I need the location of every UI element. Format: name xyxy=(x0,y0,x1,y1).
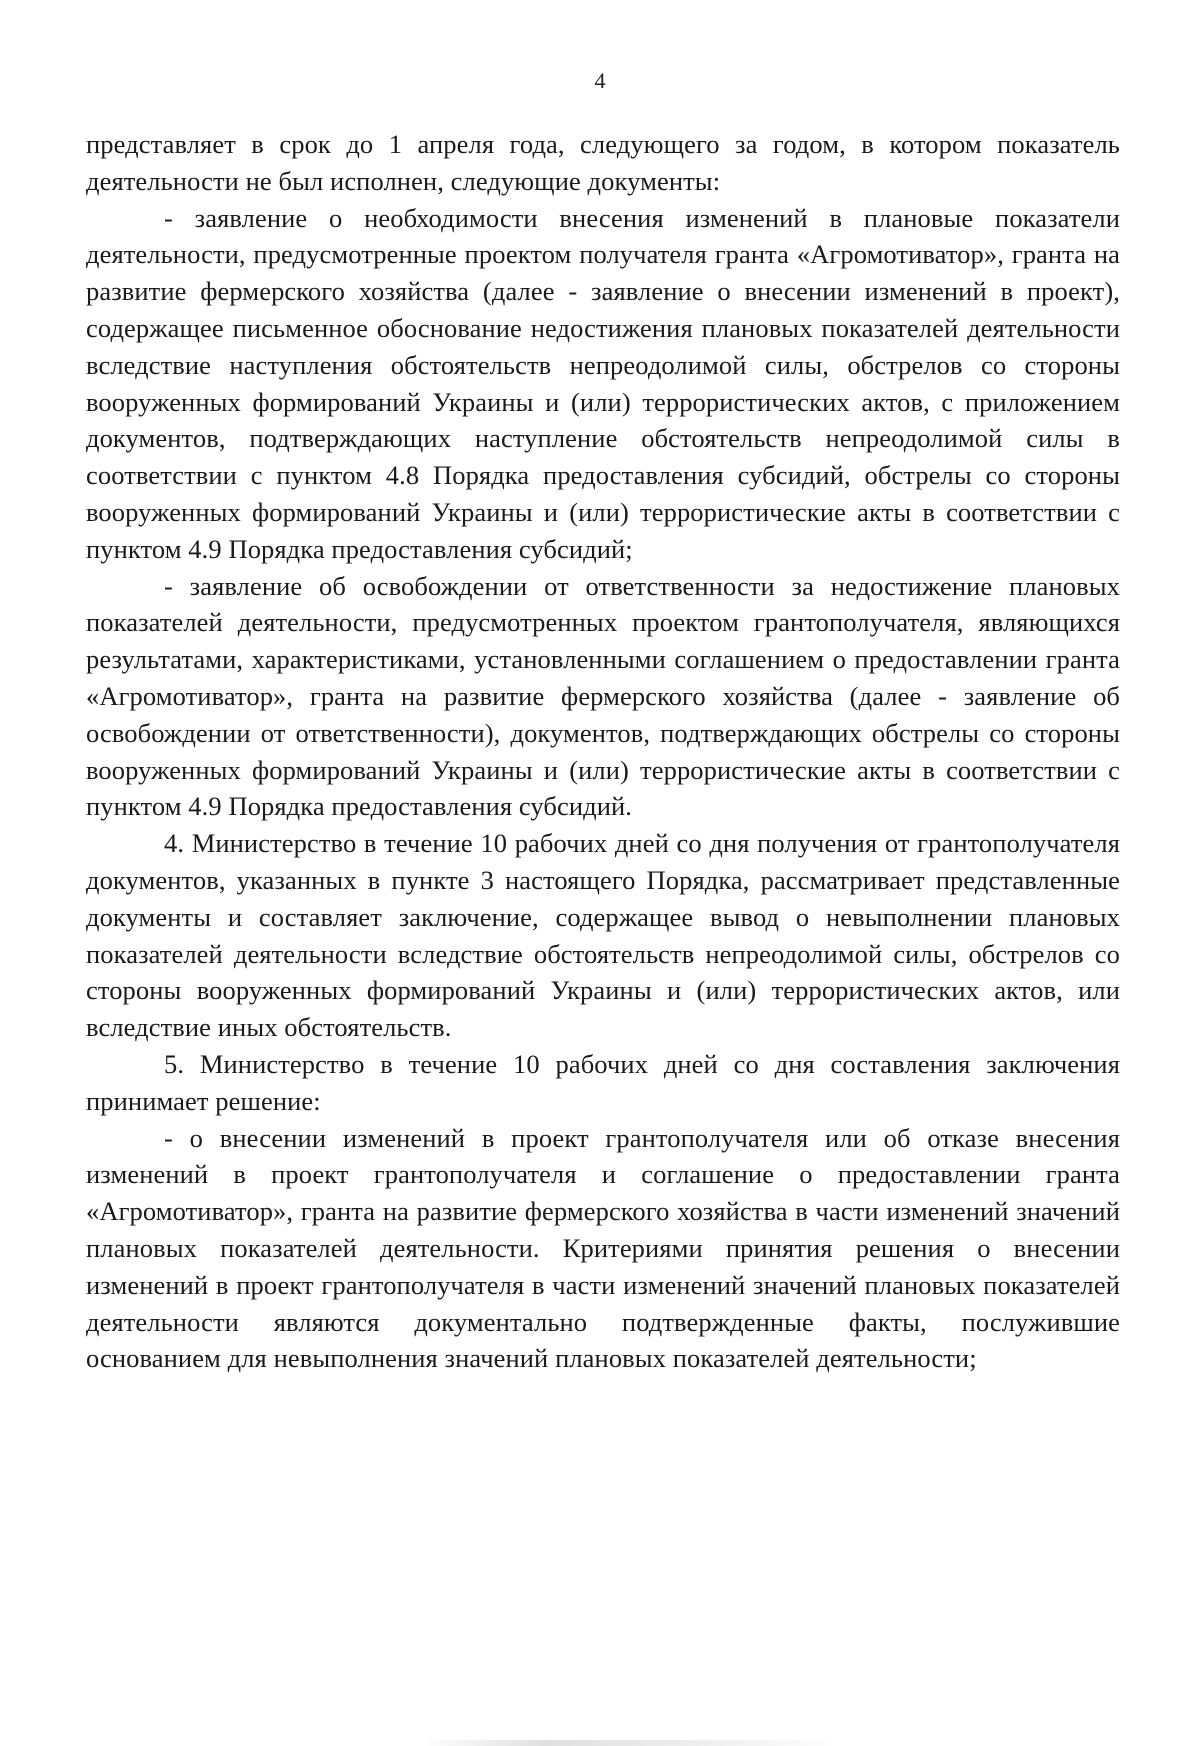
paragraph-liability-release: - заявление об освобождении от ответственности за недостижение плановых показателей деятельности, предусмотренных проектом грантополучателя, являющихся результатами, характеристиками, установленными соглашением о предоставлении гранта «Агромотиватор», гранта на развитие фермерского хозяйства (далее - заявление об освобождении от ответственности), документов, подтверждающих обстрелы со стороны вооруженных формирований Украины и (или) террористические акты в соответствии с пунктом 4.9 Порядка предоставления субсидий. xyxy=(86,570,1120,822)
paragraph-change-request: - заявление о необходимости внесения изменений в плановые показатели деятельности, предусмотренные проектом получателя гранта «Агромотиватор», гранта на развитие фермерского хозяйства (далее - заявление о внесении изменений в проект), содержащее письменное обоснование недостижения плановых показателей деятельности вследствие наступления обстоятельств непреодолимой силы, обстрелов со стороны вооруженных формирований Украины и (или) террористических актов, с приложением документов, подтверждающих наступление обстоятельств непреодолимой силы в соответствии с пунктом 4.8 Порядка предоставления субсидий, обстрелы со стороны вооруженных формирований Украины и (или) террористические акты в соответствии с пунктом 4.9 Порядка предоставления субсидий; xyxy=(86,202,1120,564)
page-number: 4 xyxy=(594,68,606,93)
scan-edge-mark xyxy=(420,1740,840,1746)
paragraph-continuation: представляет в срок до 1 апреля года, следующего за годом, в котором показатель деятельности не был исполнен, следующие документы: xyxy=(86,129,1120,196)
document-body xyxy=(86,126,1120,1377)
paragraph-decision: - о внесении изменений в проект грантополучателя или об отказе внесения изменений в проект грантополучателя и соглашение о предоставлении гранта «Агромотиватор», гранта на развитие фермерского хозяйства в части изменений значений плановых показателей деятельности. Критериями принятия решения о внесении изменений в проект грантополучателя в части изменений значений плановых показателей деятельности являются документально подтвержденные факты, послужившие основанием для невыполнения значений плановых показателей деятельности; xyxy=(86,1122,1120,1374)
paragraph-item-4: 4. Министерство в течение 10 рабочих дней со дня получения от грантополучателя документов, указанных в пункте 3 настоящего Порядка, рассматривает представленные документы и составляет заключение, содержащее вывод о невыполнении плановых показателей деятельности вследствие обстоятельств непреодолимой силы, обстрелов со стороны вооруженных формирований Украины и (или) террористических актов, или вследствие иных обстоятельств. xyxy=(86,828,1120,1043)
paragraph-item-5: 5. Министерство в течение 10 рабочих дней со дня составления заключения принимает решение: xyxy=(86,1048,1120,1116)
